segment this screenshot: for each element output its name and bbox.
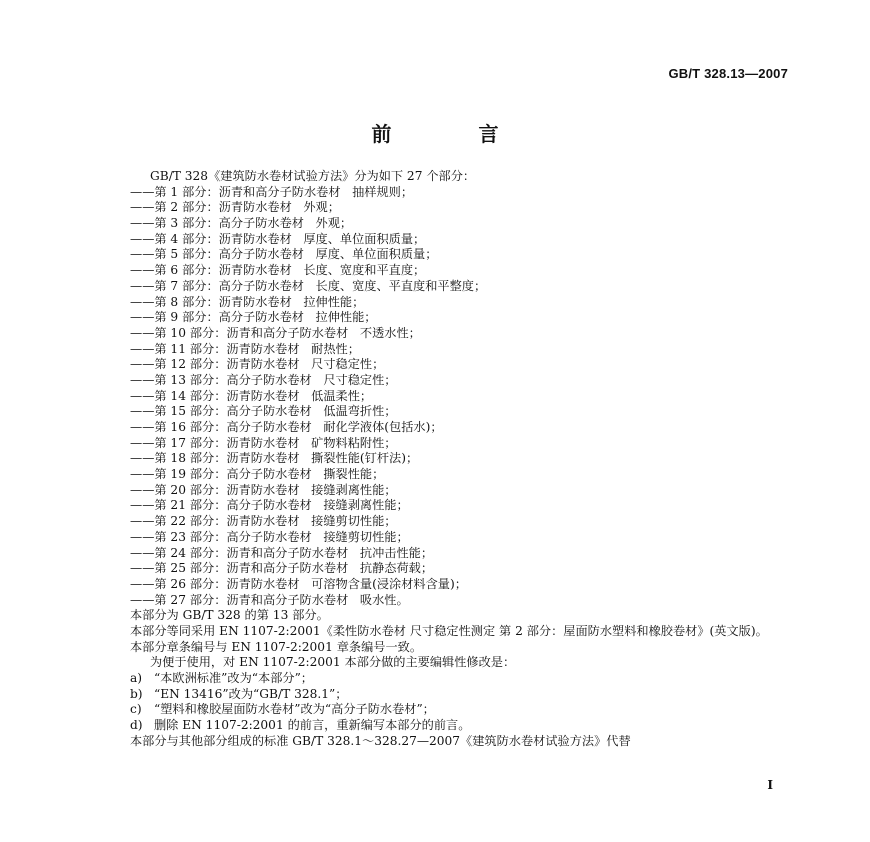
part-item: ——第 7 部分：高分子防水卷材 长度、宽度、平直度和平整度； [130,278,487,293]
edits-list [130,671,795,734]
part-item: ——第 6 部分：沥青防水卷材 长度、宽度和平直度； [130,263,426,278]
part-item: ——第 10 部分：沥青和高分子防水卷材 不透水性； [130,325,421,340]
edit-item [130,718,795,734]
part-item: ——第 4 部分：沥青防水卷材 厚度、单位面积质量； [130,231,426,246]
numbering-paragraph: 本部分章条编号与 EN 1107-2:2001 章条编号一致。 [130,639,423,654]
edit-item-text: “本欧洲标准”改为“本部分”； [154,671,313,686]
part-item: ——第 15 部分：高分子防水卷材 低温弯折性； [130,404,397,419]
part-item: ——第 16 部分：高分子防水卷材 耐化学液体(包括水)； [130,420,443,434]
page-title: 前 言 [371,122,539,146]
part-item: ——第 5 部分：高分子防水卷材 厚度、单位面积质量； [130,247,438,262]
part-item: ——第 26 部分：沥青防水卷材 可溶物含量(浸涂材料含量)； [130,576,467,591]
edit-item-label: a) [130,671,143,686]
part-item: ——第 24 部分：沥青和高分子防水卷材 抗冲击性能； [130,545,434,560]
parts-list [130,185,795,609]
part-item: ——第 11 部分：沥青防水卷材 耐热性； [130,341,360,356]
part-item: ——第 3 部分：高分子防水卷材 外观； [130,216,353,231]
edits-intro-paragraph: 为便于使用，对 EN 1107-2:2001 本部分做的主要编辑性修改是： [150,655,516,670]
edit-item-text: “塑料和橡胶屋面防水卷材”改为“高分子防水卷材”； [154,702,435,717]
foreword-body [130,169,795,749]
edit-item [130,702,795,718]
part-item: ——第 1 部分：沥青和高分子防水卷材 抽样规则； [130,184,414,199]
part-item: ——第 13 部分：高分子防水卷材 尺寸稳定性； [130,372,397,387]
part13-paragraph: 本部分为 GB/T 328 的第 13 部分。 [130,608,329,623]
edit-item-label: c) [130,702,142,717]
intro-paragraph: GB/T 328《建筑防水卷材试验方法》分为如下 27 个部分： [150,169,476,183]
part-item: ——第 21 部分：高分子防水卷材 接缝剥离性能； [130,498,409,513]
edit-item [130,687,795,703]
part-item: ——第 18 部分：沥青防水卷材 撕裂性能(钉杆法)； [130,451,419,466]
edit-item-label: b) [130,686,143,701]
equivalence-paragraph: 本部分等同采用 EN 1107-2:2001《柔性防水卷材 尺寸稳定性测定 第 2 部分：屋面防水塑料和橡胶卷材》(英文版)。 [130,623,768,638]
part-item: ——第 9 部分：高分子防水卷材 拉伸性能； [130,310,377,325]
part-item: ——第 2 部分：沥青防水卷材 外观； [130,200,340,215]
page-number: I [767,778,773,792]
replacement-paragraph: 本部分与其他部分组成的标准 GB/T 328.1～328.27—2007《建筑防水卷材试验方法》代替 [130,733,631,748]
edit-item-text: “EN 13416”改为“GB/T 328.1”； [154,686,348,701]
part-item: ——第 20 部分：沥青防水卷材 接缝剥离性能； [130,482,397,497]
part-item: ——第 22 部分：沥青防水卷材 接缝剪切性能； [130,514,397,529]
part-item: ——第 12 部分：沥青防水卷材 尺寸稳定性； [130,357,385,372]
part-item: ——第 8 部分：沥青防水卷材 拉伸性能； [130,294,365,309]
standard-code: GB/T 328.13—2007 [668,66,788,81]
edit-item-label: d) [130,718,143,733]
part-item: ——第 19 部分：高分子防水卷材 撕裂性能； [130,467,385,482]
edit-item [130,671,795,687]
part-item: ——第 23 部分：高分子防水卷材 接缝剪切性能； [130,529,409,544]
part-item: ——第 14 部分：沥青防水卷材 低温柔性； [130,388,373,403]
part-item: ——第 25 部分：沥青和高分子防水卷材 抗静态荷载； [130,561,434,576]
part-item: ——第 27 部分：沥青和高分子防水卷材 吸水性。 [130,592,409,607]
part-item: ——第 17 部分：沥青防水卷材 矿物料粘附性； [130,435,397,450]
edit-item-text: 删除 EN 1107-2:2001 的前言，重新编写本部分的前言。 [154,718,471,733]
